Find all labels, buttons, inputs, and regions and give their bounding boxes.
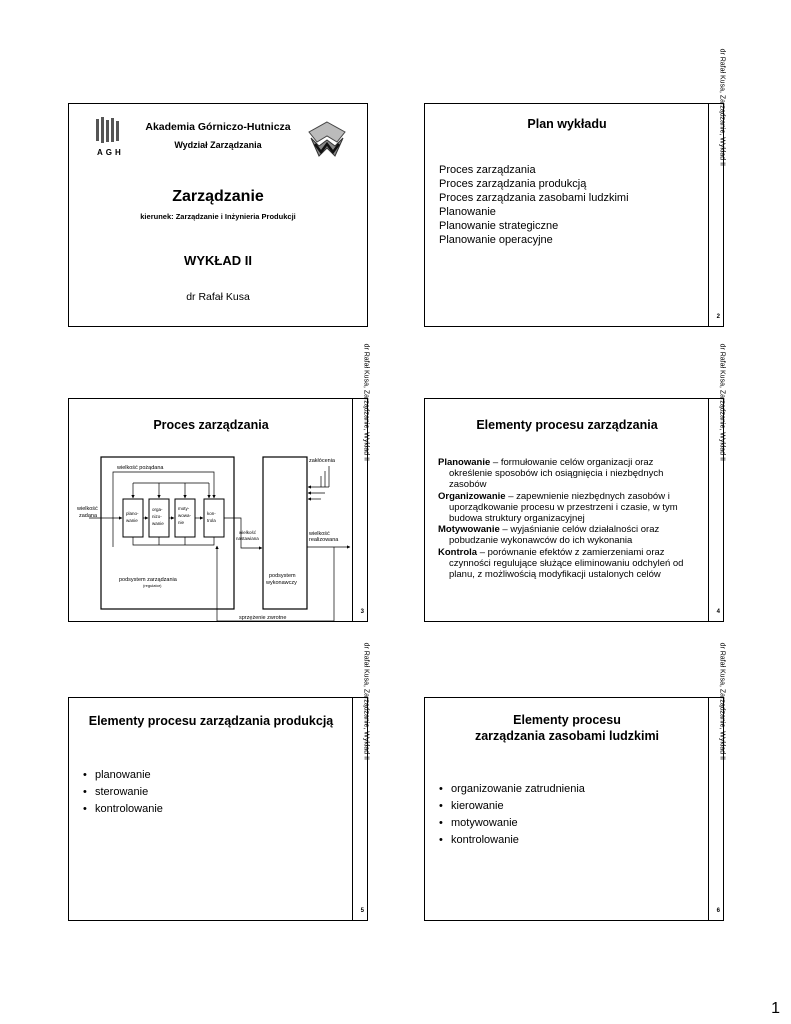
list-item: Planowanie operacyjne bbox=[439, 234, 553, 246]
definition-item: Kontrola – porównanie efektów z zamierzeniami oraz czynności regulujące służące eliminowaniu odchyleń od planu, z możliwością modyfikacji ustalonych celów bbox=[438, 546, 684, 581]
list-item: • planowanie bbox=[83, 767, 163, 784]
management-subsystem-label: podsystem zarządzania bbox=[119, 577, 177, 583]
list-item: • kontrolowanie bbox=[439, 832, 585, 849]
executive-subsystem-label: podsystem bbox=[269, 573, 296, 579]
setting-label: wielkość bbox=[239, 530, 257, 535]
feedback-label: sprzężenie zwrotne bbox=[239, 615, 287, 621]
list-item: • sterowanie bbox=[83, 784, 163, 801]
slide-sidebar bbox=[708, 48, 725, 326]
page-number: 1 bbox=[771, 1000, 780, 1017]
agh-logo-text: AGH bbox=[97, 148, 124, 157]
slide-sidebar bbox=[352, 343, 369, 621]
definition-item: Organizowanie – zapewnienie niezbędnych zasobów i uporządkowanie procesu w przestrzeni i czasie, w tym budowa struktury organizacyjnej bbox=[438, 490, 678, 525]
author-name: dr Rafał Kusa bbox=[186, 291, 250, 303]
diagram-label: wanie bbox=[126, 518, 138, 523]
definition-item: Motywowanie – wyjaśnianie celów działalności oraz pobudzanie wykonawców do ich wykonania bbox=[438, 524, 660, 547]
diagram-label: nastawiana bbox=[236, 536, 259, 541]
plan-list bbox=[439, 163, 629, 247]
diagram-label: kon- bbox=[207, 511, 216, 516]
diagram-label: (regulator) bbox=[143, 583, 162, 588]
desired-value-label: wielkość pożądana bbox=[117, 465, 164, 471]
executive-subsystem-box bbox=[263, 457, 307, 609]
slide-title: Plan wykładu bbox=[527, 117, 607, 131]
list-item: • kierowanie bbox=[439, 798, 585, 815]
slide-3 bbox=[68, 343, 369, 622]
diagram-label: wowa- bbox=[178, 513, 192, 518]
list-item: • organizowanie zatrudnienia bbox=[439, 781, 585, 798]
list-item: Proces zarządzania zasobami ludzkimi bbox=[439, 192, 629, 204]
program-name: kierunek: Zarządzanie i Inżynieria Produkcji bbox=[140, 212, 296, 221]
slide-5 bbox=[68, 642, 369, 921]
diagram-label: nizo- bbox=[152, 514, 162, 519]
faculty-name: Wydział Zarządzania bbox=[174, 140, 262, 150]
author-footer: dr Rafał Kusa, Zarządzanie, Wykład II bbox=[718, 343, 725, 461]
slide-4 bbox=[424, 343, 725, 622]
realized-label: wielkość bbox=[309, 531, 330, 537]
author-footer: dr Rafał Kusa, Zarządzanie, Wykład II bbox=[718, 642, 725, 760]
diagram-label: plano- bbox=[126, 511, 139, 516]
slide-6 bbox=[424, 642, 725, 921]
slide-sidebar bbox=[352, 642, 369, 920]
bullet-list bbox=[439, 781, 585, 849]
slide-number: 4 bbox=[716, 609, 720, 615]
author-footer: dr Rafał Kusa, Zarządzanie, Wykład II bbox=[718, 48, 725, 166]
slide-number: 6 bbox=[716, 908, 720, 914]
slide-sidebar bbox=[708, 343, 725, 621]
input-label: wielkość bbox=[77, 506, 98, 512]
slide-title: Elementy procesu bbox=[513, 713, 621, 727]
slide-2 bbox=[424, 48, 725, 327]
diagram-label: orga- bbox=[152, 507, 163, 512]
elements-definitions bbox=[438, 457, 698, 580]
disturbances-label: zakłócenia bbox=[309, 458, 335, 464]
diagram-label: nie bbox=[178, 520, 185, 525]
list-item: • motywowanie bbox=[439, 815, 585, 832]
motivating-box bbox=[175, 499, 195, 537]
slide-number: 3 bbox=[360, 609, 364, 615]
author-footer: dr Rafał Kusa, Zarządzanie, Wykład II bbox=[362, 642, 369, 760]
slide-title: Proces zarządzania bbox=[153, 418, 269, 432]
list-item: Planowanie strategiczne bbox=[439, 220, 559, 232]
definition-item: Planowanie – formułowanie celów organizacji oraz określenie sposobów ich osiągnięcia i niezbędnych zasobów bbox=[438, 457, 664, 491]
slide-title: Elementy procesu zarządzania bbox=[476, 418, 658, 432]
list-item: • kontrolowanie bbox=[83, 801, 163, 818]
slide-number: 2 bbox=[716, 314, 720, 320]
university-name: Akademia Górniczo-Hutnicza bbox=[145, 121, 291, 133]
list-item: Proces zarządzania produkcją bbox=[439, 178, 587, 190]
slide-title-line2: zarządzania zasobami ludzkimi bbox=[474, 729, 660, 743]
diagram-label: moty- bbox=[178, 506, 190, 511]
slide-title: Elementy procesu zarządzania produkcją bbox=[88, 714, 334, 728]
course-title: Zarządzanie bbox=[172, 188, 264, 205]
slide-number: 5 bbox=[360, 908, 364, 914]
list-item: Proces zarządzania bbox=[439, 164, 536, 176]
diagram-label: trola bbox=[207, 518, 216, 523]
author-footer: dr Rafał Kusa, Zarządzanie, Wykład II bbox=[362, 343, 369, 461]
list-item: Planowanie bbox=[439, 206, 496, 218]
slide-1 bbox=[68, 103, 368, 327]
management-process-diagram bbox=[69, 443, 353, 623]
diagram-label: wanie bbox=[152, 521, 164, 526]
diagram-label: wykonawczy bbox=[266, 580, 297, 586]
lecture-label: WYKŁAD II bbox=[184, 253, 252, 268]
diagram-label: zadana bbox=[79, 513, 98, 519]
bullet-list bbox=[83, 767, 163, 818]
slide-sidebar bbox=[708, 642, 725, 920]
diagram-label: realizowana bbox=[309, 537, 339, 543]
